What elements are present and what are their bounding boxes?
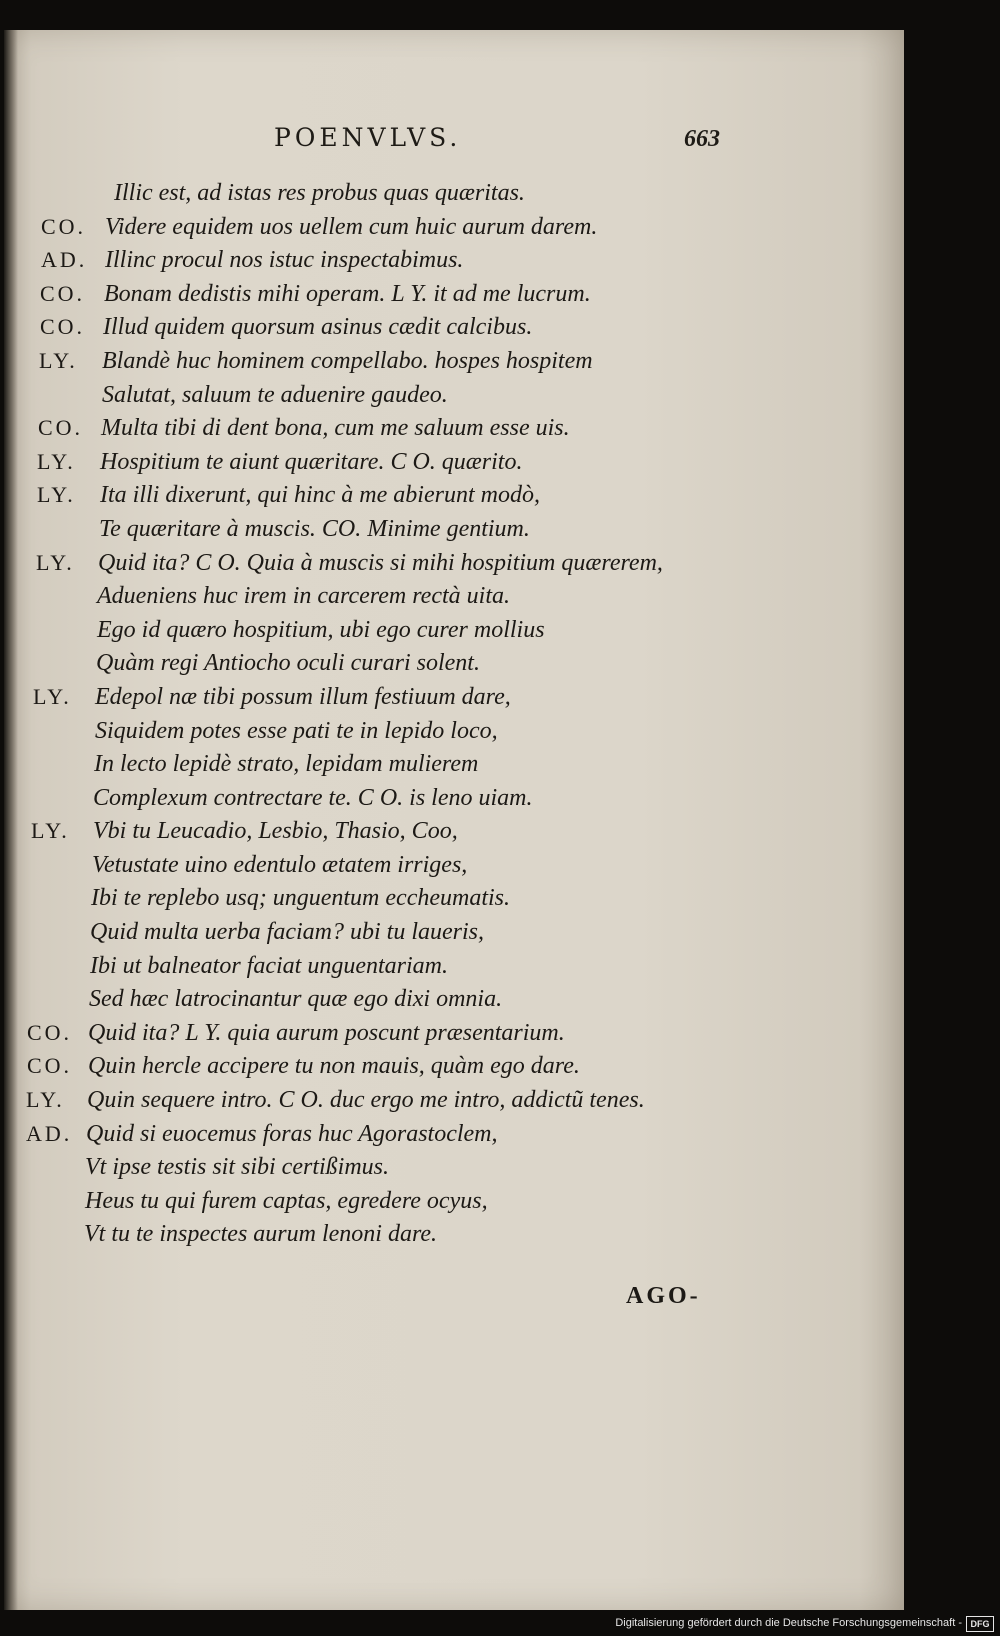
verse-text: Siquidem potes esse pati te in lepido loco, bbox=[95, 717, 498, 744]
verse-line bbox=[4, 818, 864, 852]
verse-line bbox=[4, 348, 864, 382]
verse-text: Vt ipse testis sit sibi certißimus. bbox=[85, 1154, 389, 1181]
verse-line bbox=[4, 314, 864, 348]
verse-text: Videre equidem uos uellem cum huic aurum darem. bbox=[105, 213, 598, 240]
verse-text: Quid ita? L Y. quia aurum poscunt præsentarium. bbox=[88, 1019, 565, 1046]
verse-line bbox=[4, 684, 864, 718]
verse-line bbox=[4, 180, 864, 214]
verse-text: Quid si euocemus foras huc Agorastoclem, bbox=[86, 1120, 498, 1147]
speaker-label: LY. bbox=[36, 549, 75, 575]
verse-line bbox=[4, 1087, 864, 1121]
verse-text: Illic est, ad istas res probus quas quæritas. bbox=[114, 180, 525, 206]
verse-text: Quid multa uerba faciam? ubi tu laueris, bbox=[90, 919, 484, 946]
verse-text: Edepol næ tibi possum illum festiuum dare, bbox=[95, 683, 511, 710]
verse-line bbox=[4, 1121, 864, 1155]
verse-text: Te quæritare à muscis. CO. Minime gentium. bbox=[99, 515, 530, 542]
page-number: 663 bbox=[684, 126, 720, 152]
verse-line bbox=[4, 550, 864, 584]
play-text bbox=[4, 180, 864, 1255]
verse-text: In lecto lepidè strato, lepidam mulierem bbox=[94, 751, 479, 778]
verse-text: Quid ita? C O. Quia à muscis si mihi hospitium quærerem, bbox=[98, 549, 663, 576]
dfg-logo: DFG bbox=[966, 1616, 994, 1632]
verse-line bbox=[4, 718, 864, 752]
verse-text: Ibi te replebo usq; unguentum eccheumatis. bbox=[91, 885, 511, 912]
verse-text: Vbi tu Leucadio, Lesbio, Thasio, Coo, bbox=[93, 818, 458, 845]
verse-line bbox=[4, 785, 864, 819]
speaker-label: CO. bbox=[27, 1053, 73, 1079]
verse-text: Bonam dedistis mihi operam. L Y. it ad me lucrum. bbox=[104, 280, 591, 307]
verse-text: Illud quidem quorsum asinus cædit calcibus. bbox=[103, 314, 533, 341]
verse-line bbox=[4, 583, 864, 617]
verse-text: Multa tibi di dent bona, cum me saluum esse uis. bbox=[101, 415, 570, 442]
verse-line bbox=[4, 516, 864, 550]
verse-line bbox=[4, 751, 864, 785]
verse-line bbox=[4, 382, 864, 416]
verse-text: Quàm regi Antiocho oculi curari solent. bbox=[96, 650, 480, 677]
verse-text: Ibi ut balneator faciat unguentariam. bbox=[90, 952, 448, 979]
verse-text: Hospitium te aiunt quæritare. C O. quærito. bbox=[100, 448, 523, 475]
verse-line bbox=[4, 415, 864, 449]
speaker-label: LY. bbox=[37, 448, 76, 474]
verse-line bbox=[4, 281, 864, 315]
verse-line bbox=[4, 1188, 864, 1222]
verse-line bbox=[4, 919, 864, 953]
speaker-label: CO. bbox=[40, 280, 86, 306]
verse-line bbox=[4, 247, 864, 281]
verse-text: Blandè huc hominem compellabo. hospes hospitem bbox=[102, 347, 593, 374]
verse-text: Adueniens huc irem in carcerem rectà uita. bbox=[97, 583, 510, 610]
running-head: POENVLVS. bbox=[274, 123, 462, 152]
verse-text: Sed hæc latrocinantur quæ ego dixi omnia. bbox=[89, 986, 503, 1013]
verse-text: Complexum contrectare te. C O. is leno uiam. bbox=[93, 784, 533, 811]
speaker-label: AD. bbox=[41, 247, 88, 273]
verse-text: Quin hercle accipere tu non mauis, quàm ego dare. bbox=[88, 1053, 580, 1080]
speaker-label: LY. bbox=[39, 347, 78, 373]
verse-line bbox=[4, 885, 864, 919]
speaker-label: CO. bbox=[38, 415, 84, 441]
verse-line bbox=[4, 1154, 864, 1188]
verse-line bbox=[4, 449, 864, 483]
verse-text: Ita illi dixerunt, qui hinc à me abierunt modò, bbox=[100, 482, 540, 509]
verse-text: Illinc procul nos istuc inspectabimus. bbox=[105, 247, 464, 274]
speaker-label: LY. bbox=[33, 683, 72, 709]
verse-line bbox=[4, 852, 864, 886]
speaker-label: CO. bbox=[40, 314, 86, 340]
book-page bbox=[4, 30, 904, 1610]
speaker-label: LY. bbox=[37, 482, 76, 508]
verse-text: Ego id quæro hospitium, ubi ego curer mollius bbox=[97, 616, 545, 643]
speaker-label: CO. bbox=[41, 213, 87, 239]
verse-line bbox=[4, 617, 864, 651]
verse-line bbox=[4, 214, 864, 248]
footer-credit: Digitalisierung gefördert durch die Deutsche Forschungsgemeinschaft - bbox=[615, 1617, 962, 1629]
speaker-label: CO. bbox=[27, 1019, 73, 1045]
verse-text: Vt tu te inspectes aurum lenoni dare. bbox=[84, 1221, 438, 1248]
verse-line bbox=[4, 1053, 864, 1087]
catchword: AGO- bbox=[626, 1283, 701, 1309]
verse-text: Vetustate uino edentulo ætatem irriges, bbox=[92, 851, 468, 878]
verse-line bbox=[4, 650, 864, 684]
speaker-label: LY. bbox=[26, 1087, 65, 1113]
verse-line bbox=[4, 953, 864, 987]
verse-text: Salutat, saluum te aduenire gaudeo. bbox=[102, 381, 448, 408]
verse-line bbox=[4, 1020, 864, 1054]
verse-line bbox=[4, 1221, 864, 1255]
speaker-label: LY. bbox=[31, 818, 70, 844]
verse-text: Heus tu qui furem captas, egredere ocyus, bbox=[85, 1187, 488, 1214]
verse-text: Quin sequere intro. C O. duc ergo me intro, addictũ tenes. bbox=[87, 1087, 645, 1114]
speaker-label: AD. bbox=[26, 1120, 73, 1146]
verse-line bbox=[4, 986, 864, 1020]
verse-line bbox=[4, 482, 864, 516]
